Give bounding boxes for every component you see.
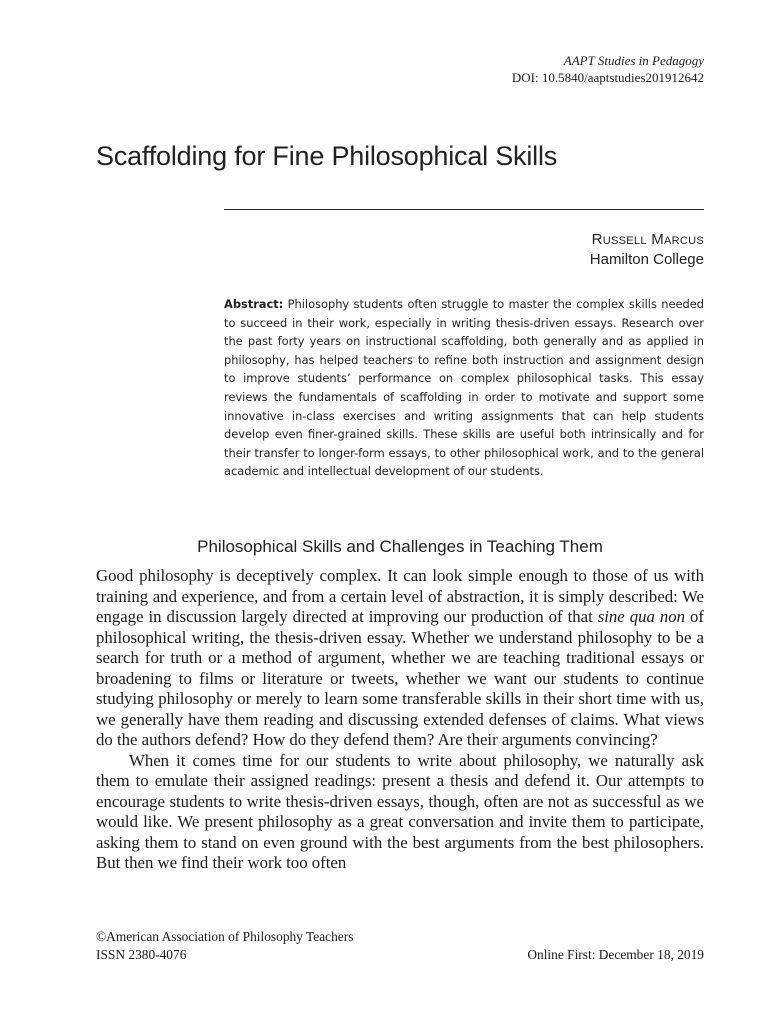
abstract [224, 295, 704, 481]
footer-left [96, 928, 353, 964]
paragraph-text: Good philosophy is deceptively complex. It can look simple enough to those of us with training and experience, and from a certain level of abstraction, it is simply described: We engage in discussion largely directed at improving our production of that [96, 566, 704, 626]
title-divider [224, 209, 704, 210]
body-text [96, 566, 704, 874]
doi: DOI: 10.5840/aaptstudies201912642 [511, 70, 704, 85]
copyright-notice: ©American Association of Philosophy Teachers [96, 929, 354, 944]
author-block [590, 230, 704, 270]
issn: ISSN 2380-4076 [96, 947, 187, 962]
author-name: Russell Marcus [591, 231, 704, 248]
paper-title: Scaffolding for Fine Philosophical Skills [96, 141, 558, 171]
latin-phrase: sine qua non [597, 607, 686, 626]
abstract-label: Abstract: [224, 297, 284, 311]
journal-header [512, 52, 704, 86]
paragraph [96, 566, 704, 751]
paragraph-text: of philosophical writing, the thesis-driven essay. Whether we understand philosophy to be a search for truth or a method of argument, whether we are teaching traditional essays or broadening to films or literature or tweets, whether we want our students to continue studying philosophy or merely to learn some transferable skills in their short time with us, we generally have them reading and discussing extended defenses of claims. What views do the authors defend? How do they defend them? Are their arguments convincing? [96, 607, 704, 749]
abstract-text: Philosophy students often struggle to master the complex skills needed to succeed in their work, especially in writing thesis-driven essays. Research over the past forty years on instructional scaffolding, both generally and as applied in philosophy, has helped teachers to refine both instruction and assignment design to improve students’ performance on complex philosophical tasks. This essay reviews the fundamentals of scaffolding in order to motivate and support some innovative in-class exercises and writing assignments that can help students develop even finer-grained skills. These skills are useful both intrinsically and for their transfer to longer-form essays, to other philosophical work, and to the general academic and intellectual development of our students. [224, 297, 704, 479]
journal-name: AAPT Studies in Pedagogy [563, 53, 704, 68]
paragraph: When it comes time for our students to write about philosophy, we naturally ask them to emulate their assigned readings: present a thesis and defend it. Our attempts to encourage students to write thesis-driven essays, though, often are not as successful as we would like. We present philosophy as a great conversation and invite them to participate, asking them to stand on even ground with the best arguments from the best philosophers. But then we find their work too often [96, 750, 704, 872]
author-affiliation: Hamilton College [589, 251, 704, 268]
section-heading: Philosophical Skills and Challenges in Teaching Them [197, 537, 603, 556]
online-first-date: Online First: December 18, 2019 [527, 947, 704, 962]
